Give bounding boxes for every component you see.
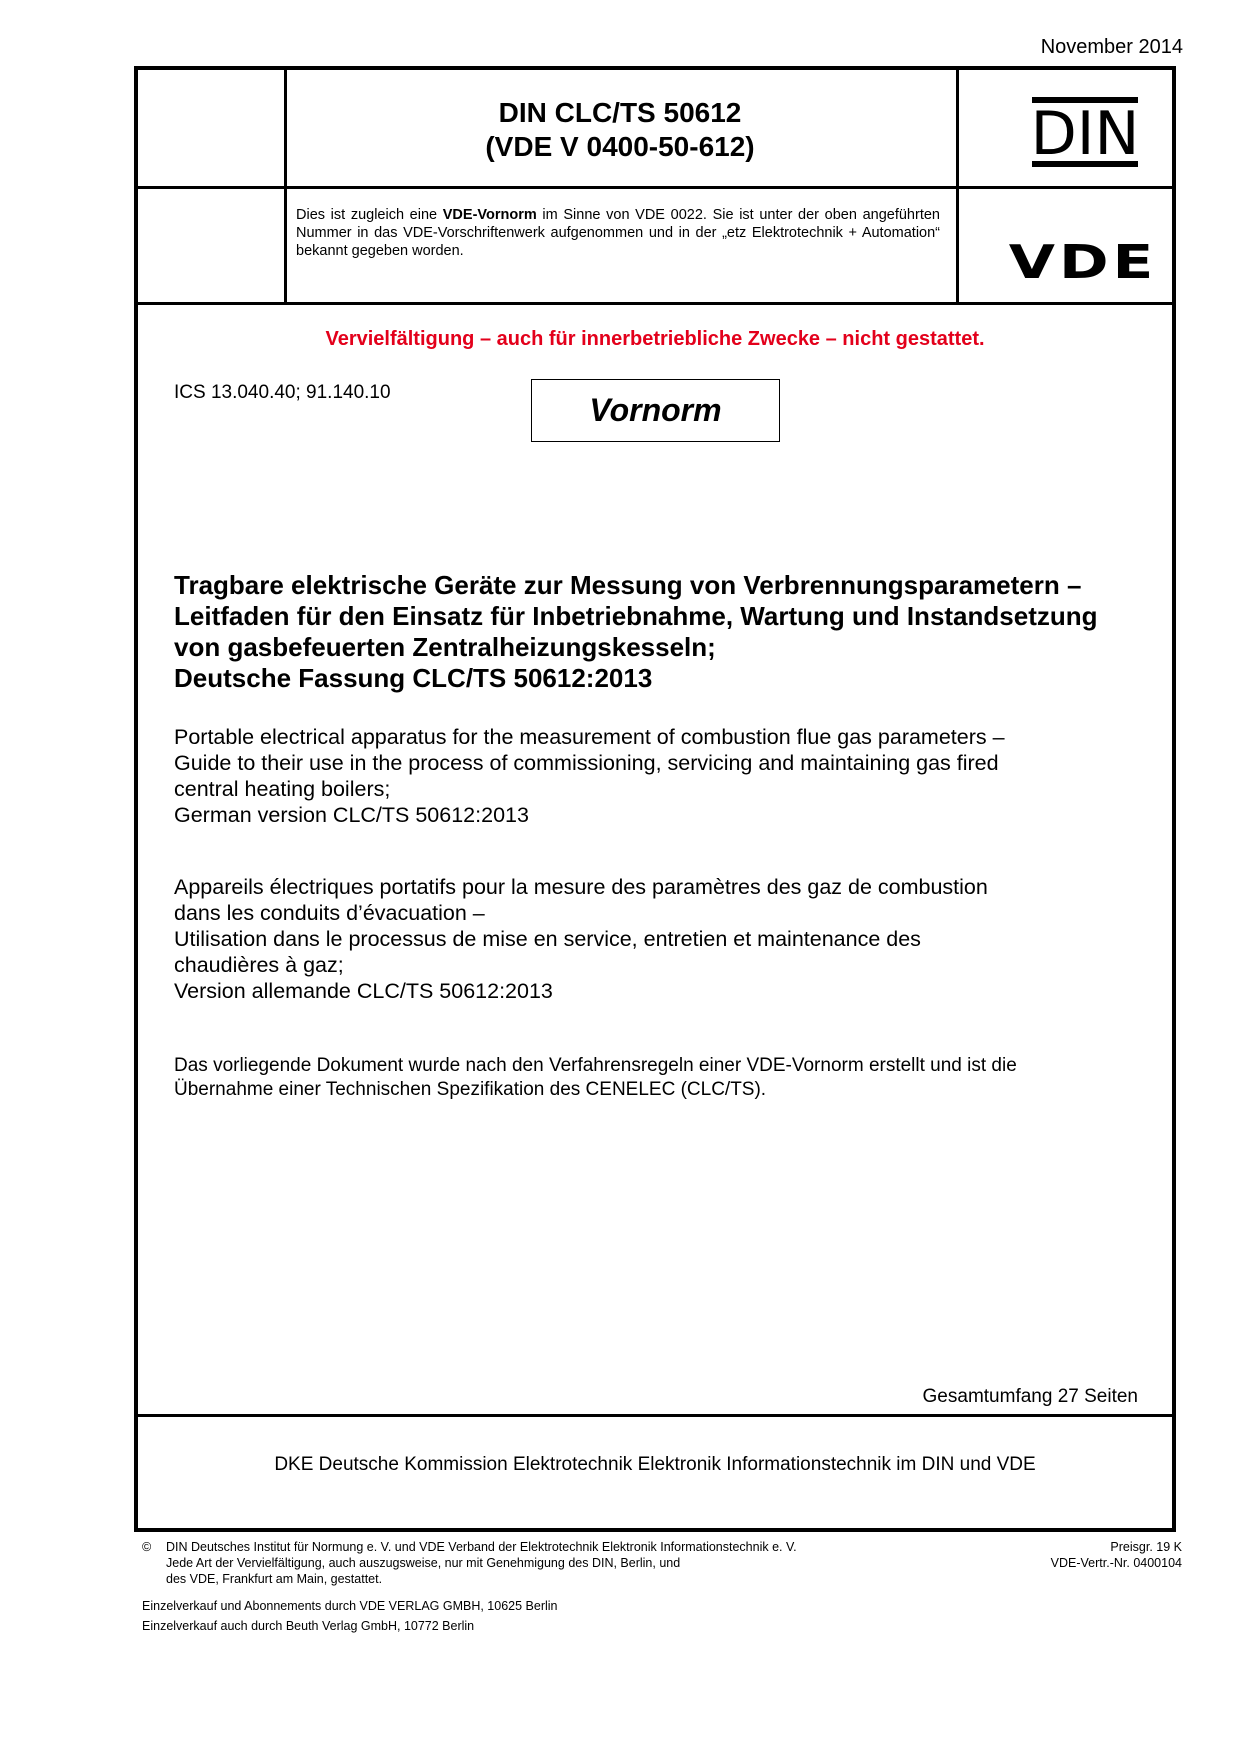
note-text-end: im Sinne von VDE 0022. Sie ist unter der oben angeführten Nummer in das VDE-Vorschriftenwerk aufgenommen und in der „etz Elektrotechnik + Automation“ bekannt gegeben worden. [296,207,940,259]
title-french-line: Utilisation dans le processus de mise en service, entretien et maintenance des [174,927,921,951]
price-group: Preisgr. 19 K [1110,1540,1182,1554]
title-english [174,724,1154,828]
note-text-start: Dies ist zugleich eine [296,207,443,223]
document-number-vde: (VDE V 0400-50-612) [485,131,755,162]
din-logo [1030,95,1140,174]
document-number-din: DIN CLC/TS 50612 [498,97,742,128]
vde-vornorm-note [296,206,940,260]
document-description [174,1054,1154,1102]
document-number [284,96,956,164]
title-english-line: Portable electrical apparatus for the measurement of combustion flue gas parameters – [174,725,1005,749]
title-french [174,874,1154,1004]
title-english-line: central heating boilers; [174,777,391,801]
copyright-notice [166,1539,936,1587]
title-french-line: dans les conduits d’évacuation – [174,901,485,925]
copyright-line: DIN Deutsches Institut für Normung e. V. und VDE Verband der Elektrotechnik Elektronik Informationstechnik e. V. [166,1540,797,1554]
document-type-label: Vornorm [589,392,722,428]
header-right-divider [956,70,959,302]
copyright-symbol: © [142,1540,152,1554]
footer-divider [138,1414,1172,1417]
title-english-line: Guide to their use in the process of commissioning, servicing and maintaining gas fired [174,751,999,775]
sales-info-beuth: Einzelverkauf auch durch Beuth Verlag GmbH, 10772 Berlin [142,1619,475,1633]
title-german-line: Deutsche Fassung CLC/TS 50612:2013 [174,663,653,693]
title-french-line: chaudières à gaz; [174,953,344,977]
title-german-line: Tragbare elektrische Geräte zur Messung von Verbrennungsparametern – [174,570,1082,600]
description-line: Übernahme einer Technischen Spezifikation des CENELEC (CLC/TS). [174,1079,767,1100]
cover-frame [134,66,1176,1532]
din-logo-text: DIN [1030,99,1140,169]
sales-info-vde: Einzelverkauf und Abonnements durch VDE VERLAG GMBH, 10625 Berlin [142,1599,558,1613]
vde-logo: VDE [1008,235,1158,289]
publication-date: November 2014 [1040,36,1183,58]
title-german-line: von gasbefeuerten Zentralheizungskesseln; [174,632,716,662]
vde-order-number: VDE-Vertr.-Nr. 0400104 [1050,1556,1182,1570]
ics-codes: ICS 13.040.40; 91.140.10 [174,382,391,403]
description-line: Das vorliegende Dokument wurde nach den Verfahrensregeln einer VDE-Vornorm erstellt und ist die [174,1055,1017,1076]
copyright-line: Jede Art der Vervielfältigung, auch auszugsweise, nur mit Genehmigung des DIN, Berlin, und [166,1556,681,1570]
copyright-line: des VDE, Frankfurt am Main, gestattet. [166,1572,383,1586]
title-german-line: Leitfaden für den Einsatz für Inbetriebnahme, Wartung und Instandsetzung [174,601,1098,631]
title-french-line: Version allemande CLC/TS 50612:2013 [174,979,553,1003]
note-text-bold: VDE-Vornorm [442,207,537,223]
title-english-line: German version CLC/TS 50612:2013 [174,803,529,827]
document-type-box [531,379,780,442]
total-pages: Gesamtumfang 27 Seiten [922,1386,1138,1407]
title-french-line: Appareils électriques portatifs pour la mesure des paramètres des gaz de combustion [174,875,988,899]
dke-commission: DKE Deutsche Kommission Elektrotechnik Elektronik Informationstechnik im DIN und VDE [274,1454,1036,1475]
title-german [174,570,1154,694]
header-bottom-divider [138,302,1172,305]
header-divider [138,186,1172,189]
price-info [1051,1539,1182,1571]
reproduction-warning: Vervielfältigung – auch für innerbetriebliche Zwecke – nicht gestattet. [325,328,985,350]
